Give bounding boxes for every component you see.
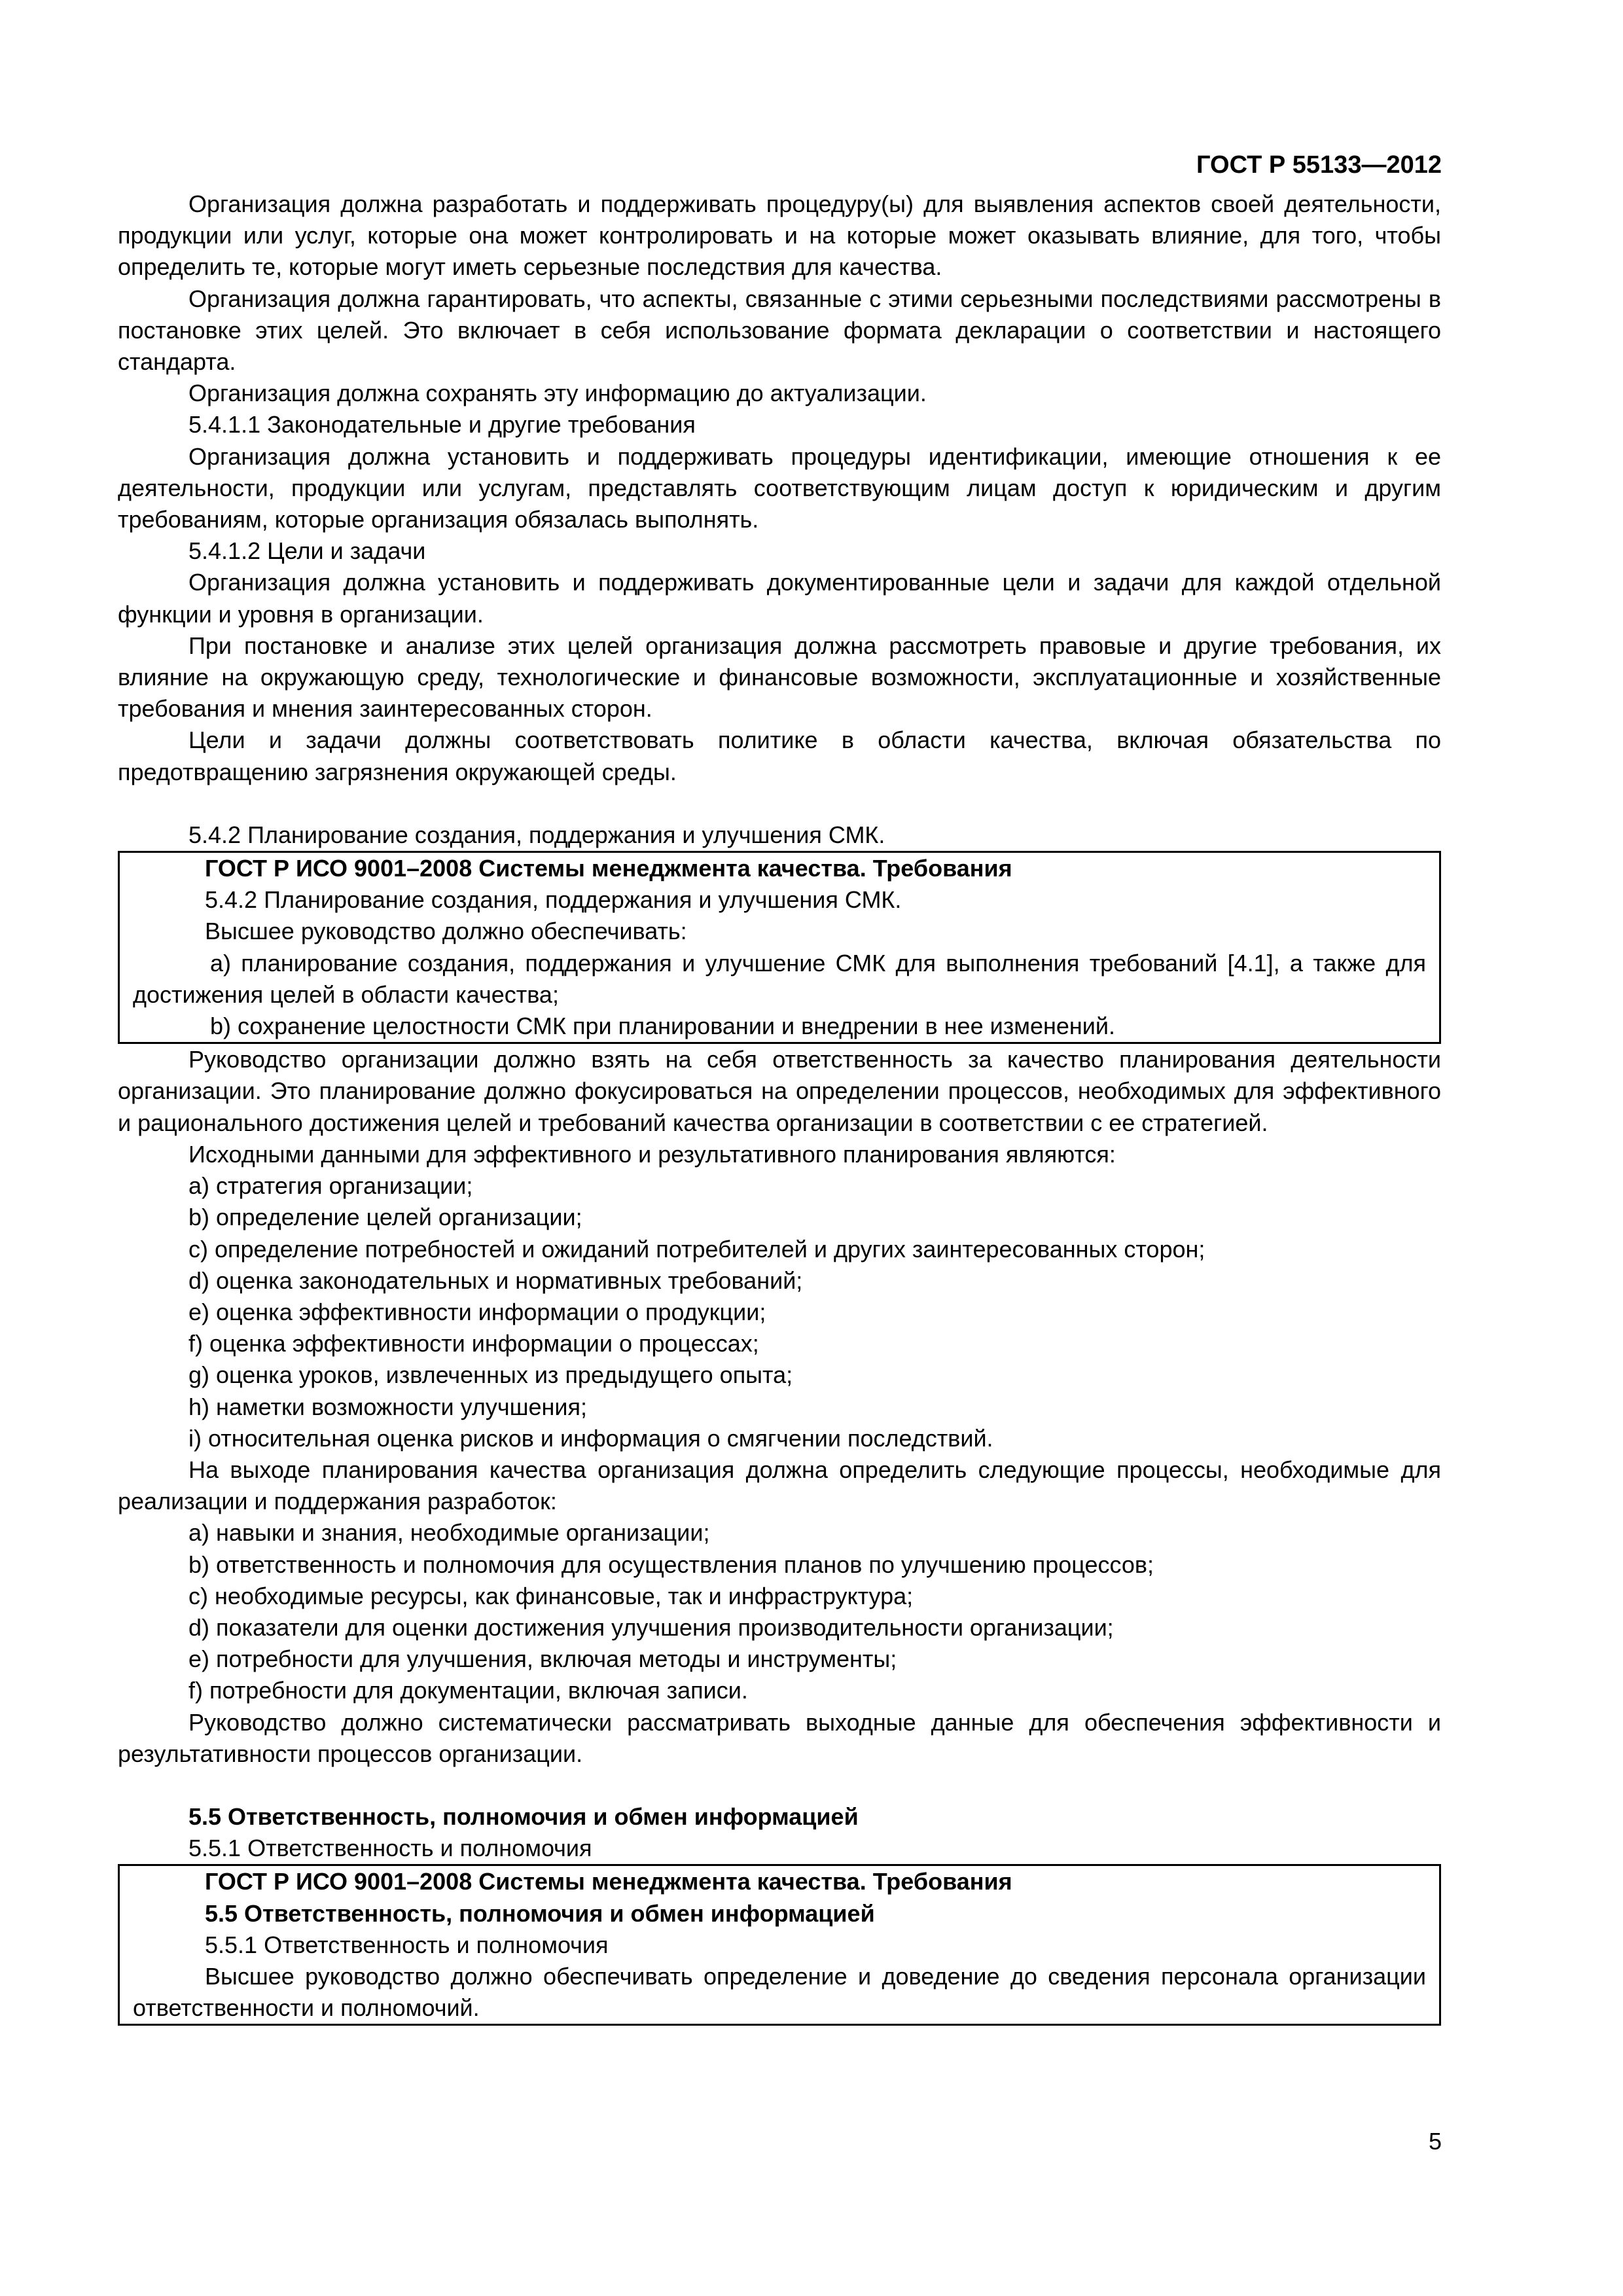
list-item: a) стратегия организации; (188, 1172, 473, 1200)
quote-subtitle: 5.5 Ответственность, полномочия и обмен информацией (205, 1899, 875, 1927)
quote-item: b) сохранение целостности СМК при планировании и внедрении в нее изменений. (210, 1013, 1115, 1040)
list-item: f) потребности для документации, включая записи. (188, 1677, 748, 1704)
paragraph: Организация должна гарантировать, что аспекты, связанные с этими серьезными последствиями рассмотрены в постановке этих целей. Это включает в себя использование формата декларации о соответствии и настоящего стандарта. (118, 285, 1441, 376)
list-item: h) наметки возможности улучшения; (188, 1393, 587, 1420)
list-item: b) определение целей организации; (188, 1204, 582, 1231)
paragraph: При постановке и анализе этих целей организация должна рассмотреть правовые и другие требования, их влияние на окружающую среду, технологические и финансовые возможности, эксплуатационные и хозяйственные требования и мнения заинтересованных сторон. (118, 632, 1441, 723)
paragraph: Организация должна сохранять эту информацию до актуализации. (188, 380, 927, 407)
page-content (118, 188, 1441, 2026)
quote-title: ГОСТ Р ИСО 9001–2008 Системы менеджмента качества. Требования (205, 1868, 1012, 1895)
paragraph: Руководство должно систематически рассматривать выходные данные для обеспечения эффективности и результативности процессов организации. (118, 1708, 1441, 1767)
paragraph: Организация должна установить и поддерживать процедуры идентификации, имеющие отношения к ее деятельности, продукции или услугам, представлять соответствующим лицам доступ к юридическим и другим требованиям, которые организация обязалась выполнять. (118, 442, 1441, 533)
quote-line: Высшее руководство должно обеспечивать: (205, 918, 687, 945)
page-number: 5 (1428, 2128, 1442, 2155)
list-item: b) ответственность и полномочия для осуществления планов по улучшению процессов; (188, 1551, 1154, 1578)
quote-line: 5.4.2 Планирование создания, поддержания и улучшения СМК. (205, 886, 902, 914)
quote-title: ГОСТ Р ИСО 9001–2008 Системы менеджмента качества. Требования (205, 855, 1012, 882)
paragraph: Организация должна разработать и поддерживать процедуру(ы) для выявления аспектов своей деятельности, продукции или услуг, которые она может контролировать и на которые может оказывать влияние, для того, чтобы определить те, которые могут иметь серьезные последствия для качества. (118, 190, 1441, 281)
quote-item: a) планирование создания, поддержания и улучшение СМК для выполнения требований [4.1], а также для достижения целей в области качества; (133, 949, 1426, 1008)
list-item: e) потребности для улучшения, включая методы и инструменты; (188, 1645, 897, 1673)
paragraph: Организация должна установить и поддерживать документированные цели и задачи для каждой отдельной функции и уровня в организации. (118, 569, 1441, 628)
list-item: f) оценка эффективности информации о процессах; (188, 1330, 759, 1357)
list-item: e) оценка эффективности информации о продукции; (188, 1298, 766, 1325)
paragraph: Исходными данными для эффективного и результативного планирования являются: (188, 1140, 1116, 1168)
list-item: g) оценка уроков, извлеченных из предыдущего опыта; (188, 1361, 793, 1389)
section-heading-5-5-1: 5.5.1 Ответственность и полномочия (188, 1835, 592, 1862)
standard-quote-box (118, 1864, 1441, 2026)
list-item: i) относительная оценка рисков и информация о смягчении последствий. (188, 1424, 993, 1452)
list-item: c) необходимые ресурсы, как финансовые, так и инфраструктура; (188, 1582, 914, 1609)
section-heading-5-4-1-1: 5.4.1.1 Законодательные и другие требования (188, 411, 696, 439)
quote-line: 5.5.1 Ответственность и полномочия (205, 1931, 609, 1958)
section-heading-5-5: 5.5 Ответственность, полномочия и обмен информацией (188, 1803, 859, 1830)
standard-quote-box (118, 851, 1441, 1044)
paragraph: Руководство организации должно взять на себя ответственность за качество планирования деятельности организации. Это планирование должно фокусироваться на определении процессов, необходимых для эффективного и рационального достижения целей и требований качества организации в соответствии с ее стратегией. (118, 1046, 1441, 1136)
list-item: c) определение потребностей и ожиданий потребителей и других заинтересованных сторон; (188, 1235, 1205, 1263)
paragraph: На выходе планирования качества организация должна определить следующие процессы, необходимые для реализации и поддержания разработок: (118, 1456, 1441, 1515)
document-code-header: ГОСТ Р 55133—2012 (1196, 151, 1442, 179)
section-heading-5-4-2: 5.4.2 Планирование создания, поддержания и улучшения СМК. (188, 821, 885, 848)
list-item: a) навыки и знания, необходимые организации; (188, 1519, 710, 1547)
spacer (118, 1770, 1441, 1801)
quote-line: Высшее руководство должно обеспечивать определение и доведение до сведения персонала организации ответственности и полномочий. (133, 1962, 1426, 2022)
spacer (118, 788, 1441, 819)
list-item: d) оценка законодательных и нормативных требований; (188, 1266, 803, 1294)
list-item: d) показатели для оценки достижения улучшения производительности организации; (188, 1613, 1114, 1641)
section-heading-5-4-1-2: 5.4.1.2 Цели и задачи (188, 537, 426, 565)
paragraph: Цели и задачи должны соответствовать политике в области качества, включая обязательства по предотвращению загрязнения окружающей среды. (118, 726, 1441, 785)
